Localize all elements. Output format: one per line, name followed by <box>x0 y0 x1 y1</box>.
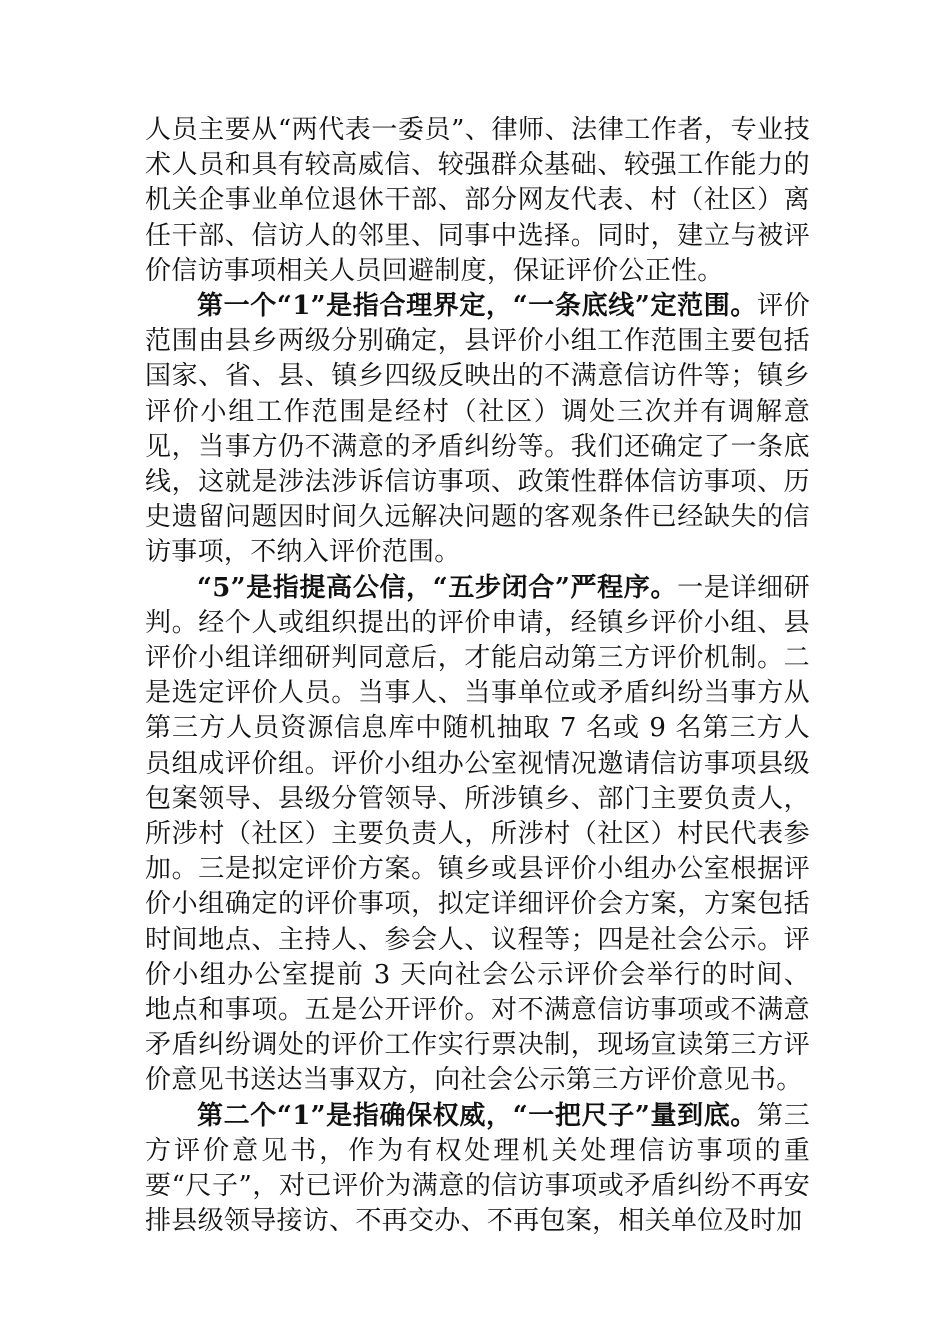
paragraph-five-steps <box>145 571 810 1099</box>
paragraph-text: 评价范围由县乡两级分别确定，县评价小组工作范围主要包括国家、省、县、镇乡四级反映出的不满意信访件等；镇乡评价小组工作范围是经村（社区）调处三次并有调解意见，当事方仍不满意的矛盾纠纷等。我们还确定了一条底线，这就是涉法涉诉信访事项、政策性群体信访事项、历史遗留问题因时间久远解决问题的客观条件已经缺失的信访事项，不纳入评价范围。 <box>145 291 810 568</box>
paragraph-heading: 第二个“1”是指确保权威，“一把尺子”量到底。 <box>197 1100 758 1131</box>
paragraph-heading: 第一个“1”是指合理界定，“一条底线”定范围。 <box>197 291 758 322</box>
paragraph-second-1 <box>145 1099 810 1240</box>
paragraph-first-1 <box>145 289 810 571</box>
paragraph-continuation <box>145 113 810 289</box>
document-body <box>145 113 810 1240</box>
paragraph-text: 一是详细研判。经个人或组织提出的评价申请，经镇乡评价小组、县评价小组详细研判同意后，才能启动第三方评价机制。二是选定评价人员。当事人、当事单位或矛盾纠纷当事方从第三方人员资源信息库中随机抽取 7 名或 9 名第三方人员组成评价组。评价小组办公室视情况邀请信访事项县级包案领导、县级分管领导、所涉镇乡、部门主要负责人，所涉村（社区）主要负责人，所涉村（社区）村民代表参加。三是拟定评价方案。镇乡或县评价小组办公室根据评价小组确定的评价事项，拟定详细评价会方案，方案包括时间地点、主持人、参会人、议程等；四是社会公示。评价小组办公室提前 3 天向社会公示评价会举行的时间、地点和事项。五是公开评价。对不满意信访事项或不满意矛盾纠纷调处的评价工作实行票决制，现场宣读第三方评价意见书送达当事双方，向社会公示第三方评价意见书。 <box>145 572 810 1096</box>
paragraph-heading: “5”是指提高公信，“五步闭合”严程序。 <box>197 572 678 603</box>
paragraph-text: 人员主要从“两代表一委员”、律师、法律工作者，专业技术人员和具有较高威信、较强群众基础、较强工作能力的机关企事业单位退休干部、部分网友代表、村（社区）离任干部、信访人的邻里、同事中选择。同时，建立与被评价信访事项相关人员回避制度，保证评价公正性。 <box>145 115 810 286</box>
paragraph-text: 第三方评价意见书，作为有权处理机关处理信访事项的重要“尺子”，对已评价为满意的信访事项或矛盾纠纷不再安排县级领导接访、不再交办、不再包案，相关单位及时加 <box>145 1100 810 1237</box>
